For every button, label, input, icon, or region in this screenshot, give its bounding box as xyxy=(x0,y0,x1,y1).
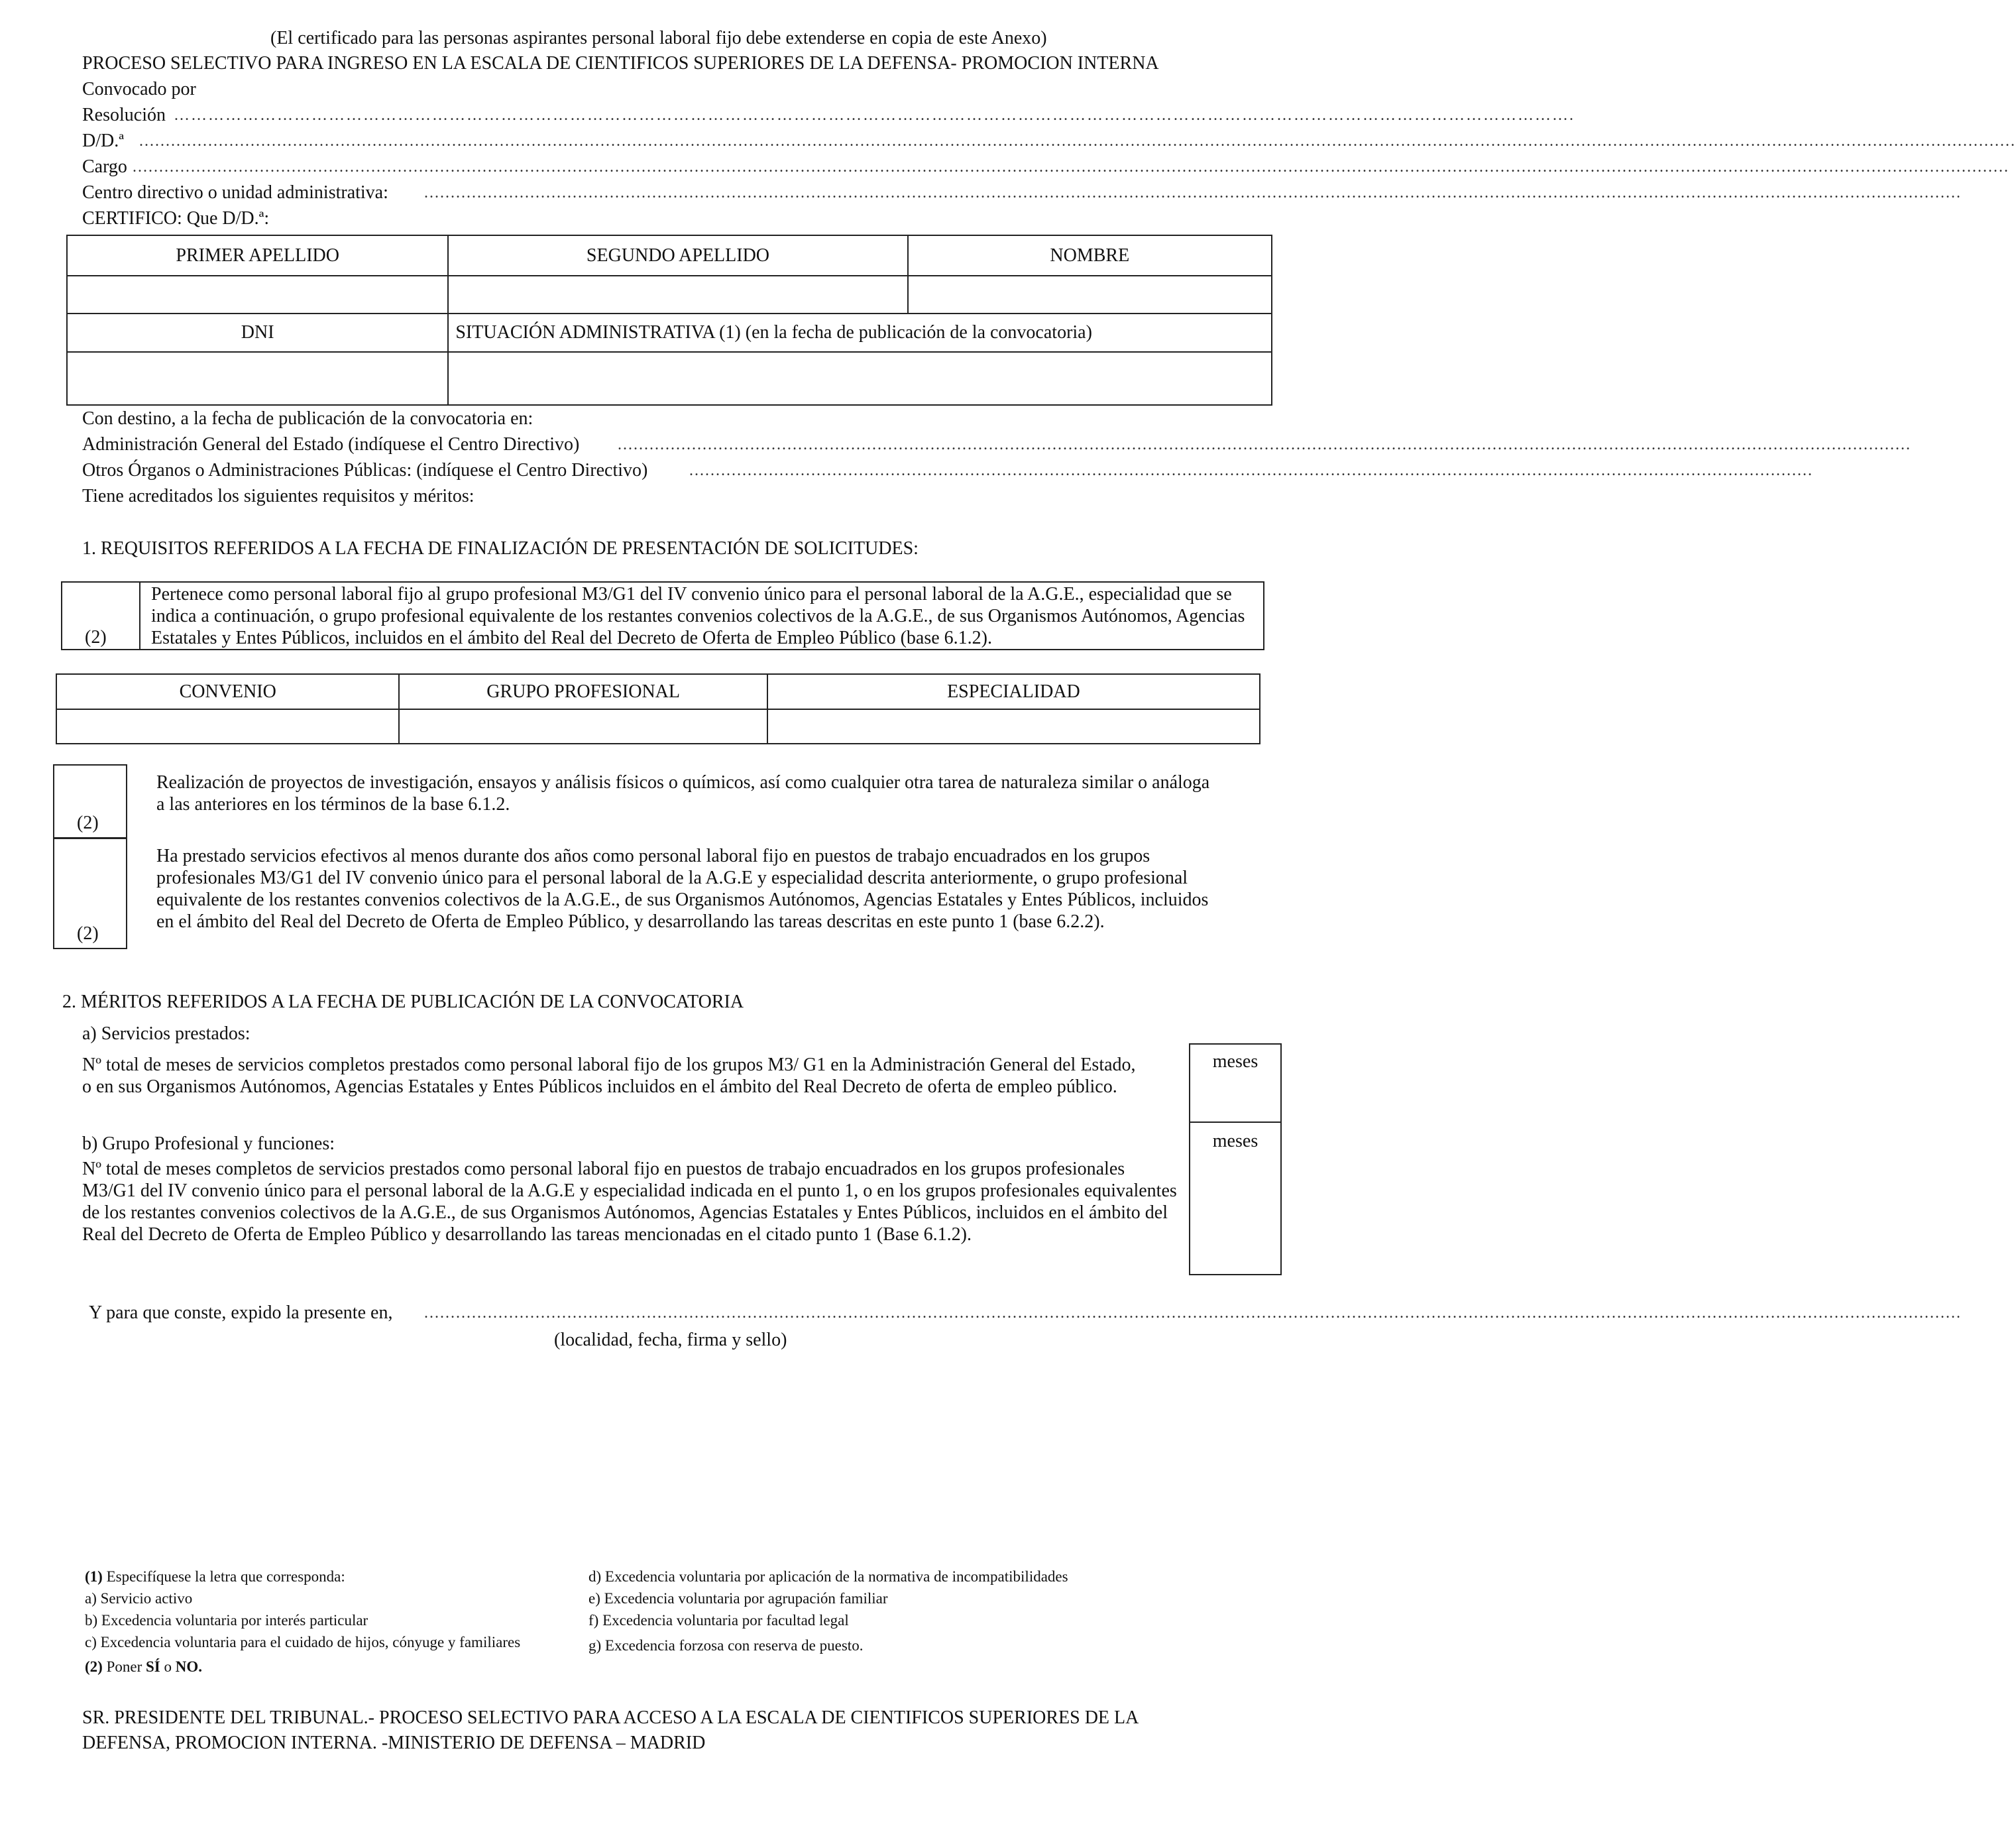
header-situacion: SITUACIÓN ADMINISTRATIVA (1) (en la fecha de publicación de la convocatoria) xyxy=(448,314,1272,352)
requisito-2-text: Realización de proyectos de investigación, ensayos y análisis físicos o químicos, así como cualquier otra tarea de naturaleza similar o análoga a las anteriores en los términos de la base 6.1.2. xyxy=(156,772,1210,815)
header-segundo-apellido: SEGUNDO APELLIDO xyxy=(448,235,907,276)
conste-text: Y para que conste, expido la presente en, xyxy=(89,1302,393,1323)
note-e: e) Excedencia voluntaria por agrupación familiar xyxy=(588,1590,888,1607)
segundo-apellido-input[interactable] xyxy=(448,276,907,314)
personal-data-table xyxy=(66,235,1272,406)
grupo-funciones-text: Nº total de meses completos de servicios prestados como personal laboral fijo en puestos de trabajo encuadrados en los grupos profesionales M3/G1 del IV convenio único para el personal laboral de la A.G.E y especialidad indicada en el punto 1, o en los grupos profesionales equivalentes de los restantes convenios colectivos de la A.G.E., de sus Organismos Autónomos, Agencias Estatales y Entes Públicos, incluidos en el ámbito del Real del Decreto de Oferta de Empleo Público y desarrollando las tareas mencionadas en el citado punto 1 (Base 6.1.2). xyxy=(82,1159,1177,1245)
nombre-input[interactable] xyxy=(908,276,1272,314)
requisito-1-text: Pertenece como personal laboral fijo al grupo profesional M3/G1 del IV convenio único para el personal laboral de la A.G.E., especialidad que se indica a continuación, o grupo profesional equivalente de los restantes convenios colectivos de la A.G.E., de sus Organismos Autónomos, Agencias Estatales y Entes Públicos, incluidos en el ámbito del Real del Decreto de Oferta de Empleo Público (base 6.1.2). xyxy=(151,584,1245,648)
primer-apellido-input[interactable] xyxy=(67,276,448,314)
note-f: f) Excedencia voluntaria por facultad legal xyxy=(588,1612,849,1629)
dd-label: D/D.ª xyxy=(82,131,124,151)
destino-age-label: Administración General del Estado (indíquese el Centro Directivo) xyxy=(82,434,580,455)
grupo-funciones-title: b) Grupo Profesional y funciones: xyxy=(82,1133,335,1154)
destino-otros-field[interactable]: .................................................................................................................................................................................................................... xyxy=(689,462,1813,479)
dd-field[interactable]: .................................................................................................................................................................................................................................................................................................................................................................. xyxy=(139,133,2016,150)
note-b: b) Excedencia voluntaria por interés particular xyxy=(85,1612,368,1629)
localidad-note: (localidad, fecha, firma y sello) xyxy=(554,1330,787,1350)
conste-field[interactable]: .................................................................................................................................................................................................................................................................................................. xyxy=(424,1304,1962,1322)
servicios-text: Nº total de meses de servicios completos prestados como personal laboral fijo de los grupos M3/ G1 en la Administración General del Estado, o en sus Organismos Autónomos, Agencias Estatales y Entes Públicos incluidos en el ámbito del Real Decreto de oferta de empleo público. xyxy=(82,1055,1136,1097)
situacion-input[interactable] xyxy=(448,352,1272,405)
note-a: a) Servicio activo xyxy=(85,1590,193,1607)
centro-field[interactable]: .................................................................................................................................................................................................................................................................................................. xyxy=(424,184,1962,201)
requisito-1-mark[interactable]: (2) xyxy=(85,627,107,648)
convenio-input[interactable] xyxy=(56,709,399,744)
cargo-label: Cargo xyxy=(82,156,127,177)
tiene-acreditados: Tiene acreditados los siguientes requisitos y méritos: xyxy=(82,486,475,506)
convocado-label: Convocado por xyxy=(82,79,196,99)
note-g: g) Excedencia forzosa con reserva de puesto. xyxy=(588,1637,864,1654)
dni-input[interactable] xyxy=(67,352,448,405)
centro-label: Centro directivo o unidad administrativa: xyxy=(82,182,388,203)
especialidad-input[interactable] xyxy=(767,709,1260,744)
header-primer-apellido: PRIMER APELLIDO xyxy=(67,235,448,276)
addressee-line-1: SR. PRESIDENTE DEL TRIBUNAL.- PROCESO SELECTIVO PARA ACCESO A LA ESCALA DE CIENTIFICOS SUPERIORES DE LA xyxy=(82,1707,1139,1728)
header-nombre: NOMBRE xyxy=(908,235,1272,276)
note-1: (1) Especifíquese la letra que corresponda: xyxy=(85,1568,345,1585)
destino-age-field[interactable]: .................................................................................................................................................................................................................................................... xyxy=(618,436,1911,453)
destino-otros-label: Otros Órganos o Administraciones Públicas: (indíquese el Centro Directivo) xyxy=(82,460,648,481)
header-convenio: CONVENIO xyxy=(56,674,399,709)
process-title: PROCESO SELECTIVO PARA INGRESO EN LA ESCALA DE CIENTIFICOS SUPERIORES DE LA DEFENSA- PROMOCION INTERNA xyxy=(82,53,1159,74)
meses-grupo-label: meses xyxy=(1212,1131,1259,1151)
grupo-profesional-input[interactable] xyxy=(399,709,767,744)
certifico-label: CERTIFICO: Que D/D.ª: xyxy=(82,208,270,229)
destino-intro: Con destino, a la fecha de publicación de la convocatoria en: xyxy=(82,408,533,429)
cargo-field[interactable]: .................................................................................................................................................................................................................................................................................................................................................................. xyxy=(133,158,2009,176)
note-2: (2) Poner SÍ o NO. xyxy=(85,1658,202,1675)
header-dni: DNI xyxy=(67,314,448,352)
note-c: c) Excedencia voluntaria para el cuidado de hijos, cónyuge y familiares xyxy=(85,1634,521,1650)
header-especialidad: ESPECIALIDAD xyxy=(767,674,1260,709)
meses-servicios-label: meses xyxy=(1212,1051,1259,1072)
note-d: d) Excedencia voluntaria por aplicación de la normativa de incompatibilidades xyxy=(588,1568,1068,1585)
meritos-heading: 2. MÉRITOS REFERIDOS A LA FECHA DE PUBLICACIÓN DE LA CONVOCATORIA xyxy=(62,992,744,1012)
requisito-3-text: Ha prestado servicios efectivos al menos durante dos años como personal laboral fijo en puestos de trabajo encuadrados en los grupos profesionales M3/G1 del IV convenio único para el personal laboral de la A.G.E y especialidad descrita anteriormente, o grupo profesional equivalente de los restantes convenios colectivos de la A.G.E., de sus Organismos Autónomos, Agencias Estatales y Entes Públicos, incluidos en el ámbito del Real del Decreto de Oferta de Empleo Público, y desarrollando las tareas descritas en este punto 1 (base 6.2.2). xyxy=(156,846,1209,932)
requisito-1-divider xyxy=(139,581,140,650)
requisito-3-mark: (2) xyxy=(77,923,99,944)
addressee-line-2: DEFENSA, PROMOCION INTERNA. -MINISTERIO DE DEFENSA – MADRID xyxy=(82,1733,706,1753)
annex-note: (El certificado para las personas aspirantes personal laboral fijo debe extenderse en copia de este Anexo) xyxy=(270,28,1047,48)
requisitos-heading: 1. REQUISITOS REFERIDOS A LA FECHA DE FINALIZACIÓN DE PRESENTACIÓN DE SOLICITUDES: xyxy=(82,538,919,559)
requisito-2-mark: (2) xyxy=(77,813,99,833)
resolucion-field[interactable]: ………………………………………………………………………………………………………………………………………………………………………………………………………………………. xyxy=(174,107,1575,124)
convenio-table xyxy=(56,673,1260,744)
servicios-title: a) Servicios prestados: xyxy=(82,1023,251,1044)
resolucion-label: Resolución xyxy=(82,105,166,125)
header-grupo-profesional: GRUPO PROFESIONAL xyxy=(399,674,767,709)
